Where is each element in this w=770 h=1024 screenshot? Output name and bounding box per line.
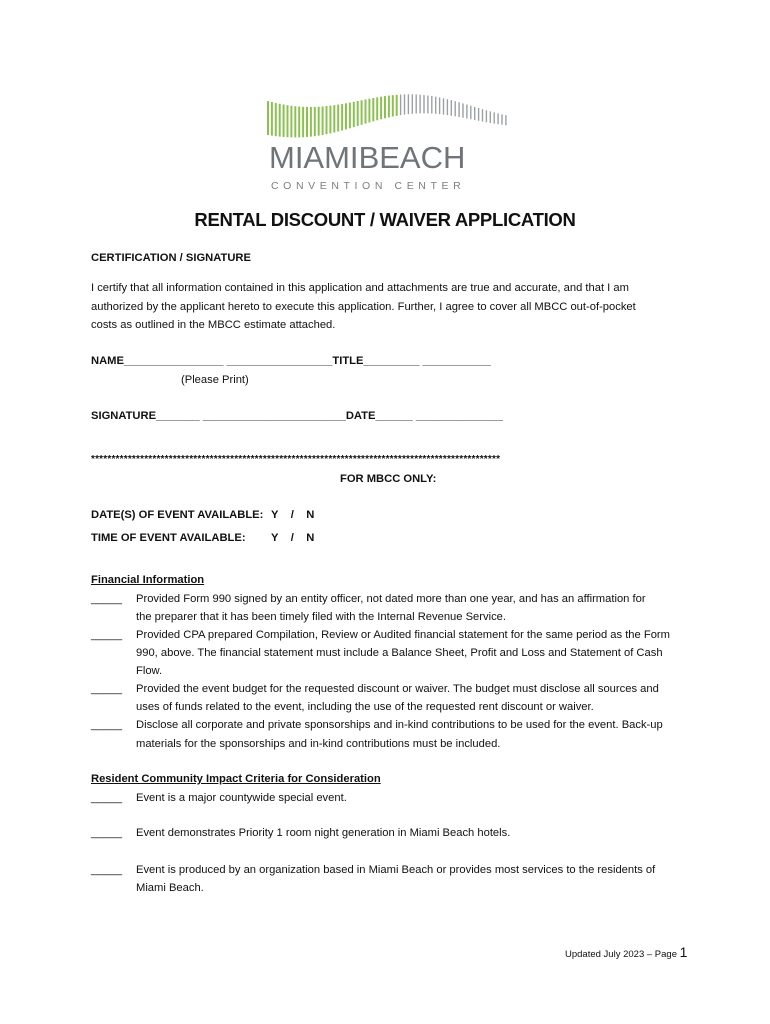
- financial-item-2-line-3: Flow.: [136, 665, 163, 677]
- financial-item-1-blank[interactable]: _____: [91, 593, 123, 605]
- mbcc-only-heading: FOR MBCC ONLY:: [340, 473, 437, 485]
- logo-brand-miami: MIAMI: [269, 140, 359, 175]
- certification-heading: CERTIFICATION / SIGNATURE: [91, 252, 251, 264]
- resident-item-3-line-2: Miami Beach.: [136, 882, 204, 894]
- financial-item-4-line-2: materials for the sponsorships and in-kind contributions must be included.: [136, 738, 501, 750]
- resident-item-3-line-1: Event is produced by an organization based in Miami Beach or provides most services to the residents of: [136, 864, 656, 876]
- resident-heading: Resident Community Impact Criteria for Consideration: [91, 773, 381, 785]
- page-footer: [565, 944, 687, 960]
- time-available-label: TIME OF EVENT AVAILABLE:: [91, 532, 246, 544]
- please-print-note: (Please Print): [181, 374, 249, 386]
- separator-line: ****************************************************************************************************: [91, 454, 501, 465]
- financial-item-3-line-2: uses of funds related to the event, including the use of the requested rent discount or waiver.: [136, 701, 594, 713]
- date-available-options[interactable]: Y / N: [271, 509, 315, 521]
- page-title: RENTAL DISCOUNT / WAIVER APPLICATION: [194, 209, 576, 230]
- resident-item-1-blank[interactable]: _____: [91, 792, 123, 804]
- resident-item-1-line-1: Event is a major countywide special event.: [136, 792, 347, 804]
- resident-item-3-blank[interactable]: _____: [91, 864, 123, 876]
- resident-item-2-blank[interactable]: _____: [91, 827, 123, 839]
- financial-item-2-line-1: Provided CPA prepared Compilation, Review or Audited financial statement for the same period as the Form: [136, 629, 670, 641]
- certification-line-2: authorized by the applicant hereto to execute this application. Further, I agree to cover all MBCC out-of-pocket: [91, 301, 636, 313]
- mbcc-logo: [262, 88, 512, 196]
- financial-heading: Financial Information: [91, 574, 205, 586]
- financial-item-1-line-2: the preparer that it has been timely filed with the Internal Revenue Service.: [136, 611, 507, 623]
- financial-item-2-line-2: 990, above. The financial statement must include a Balance Sheet, Profit and Loss and Statement of Cash: [136, 647, 663, 659]
- certification-line-1: I certify that all information contained in this application and attachments are true and accurate, and that I am: [91, 282, 629, 294]
- resident-item-2-line-1: Event demonstrates Priority 1 room night generation in Miami Beach hotels.: [136, 827, 511, 839]
- name-title-field[interactable]: NAME________________ _________________TITLE_________ ___________: [91, 355, 491, 367]
- financial-item-1-line-1: Provided Form 990 signed by an entity officer, not dated more than one year, and has an affirmation for: [136, 593, 646, 605]
- certification-line-3: costs as outlined in the MBCC estimate attached.: [91, 319, 336, 331]
- financial-item-3-blank[interactable]: _____: [91, 683, 123, 695]
- logo-subtitle: CONVENTION CENTER: [271, 180, 466, 192]
- date-available-label: DATE(S) OF EVENT AVAILABLE:: [91, 509, 264, 521]
- time-available-options[interactable]: Y / N: [271, 532, 315, 544]
- wave-logo-graphic: [262, 88, 512, 142]
- financial-item-2-blank[interactable]: _____: [91, 629, 123, 641]
- logo-brand-beach: BEACH: [358, 140, 466, 175]
- logo-brand: [269, 142, 465, 173]
- financial-item-4-line-1: Disclose all corporate and private sponsorships and in-kind contributions to be used for the event. Back-up: [136, 719, 663, 731]
- financial-item-3-line-1: Provided the event budget for the requested discount or waiver. The budget must disclose all sources and: [136, 683, 659, 695]
- page-number: 1: [679, 944, 688, 960]
- footer-text: Updated July 2023 – Page: [565, 949, 680, 960]
- financial-item-4-blank[interactable]: _____: [91, 719, 123, 731]
- signature-date-field[interactable]: SIGNATURE_______ _______________________DATE______ ______________: [91, 410, 503, 422]
